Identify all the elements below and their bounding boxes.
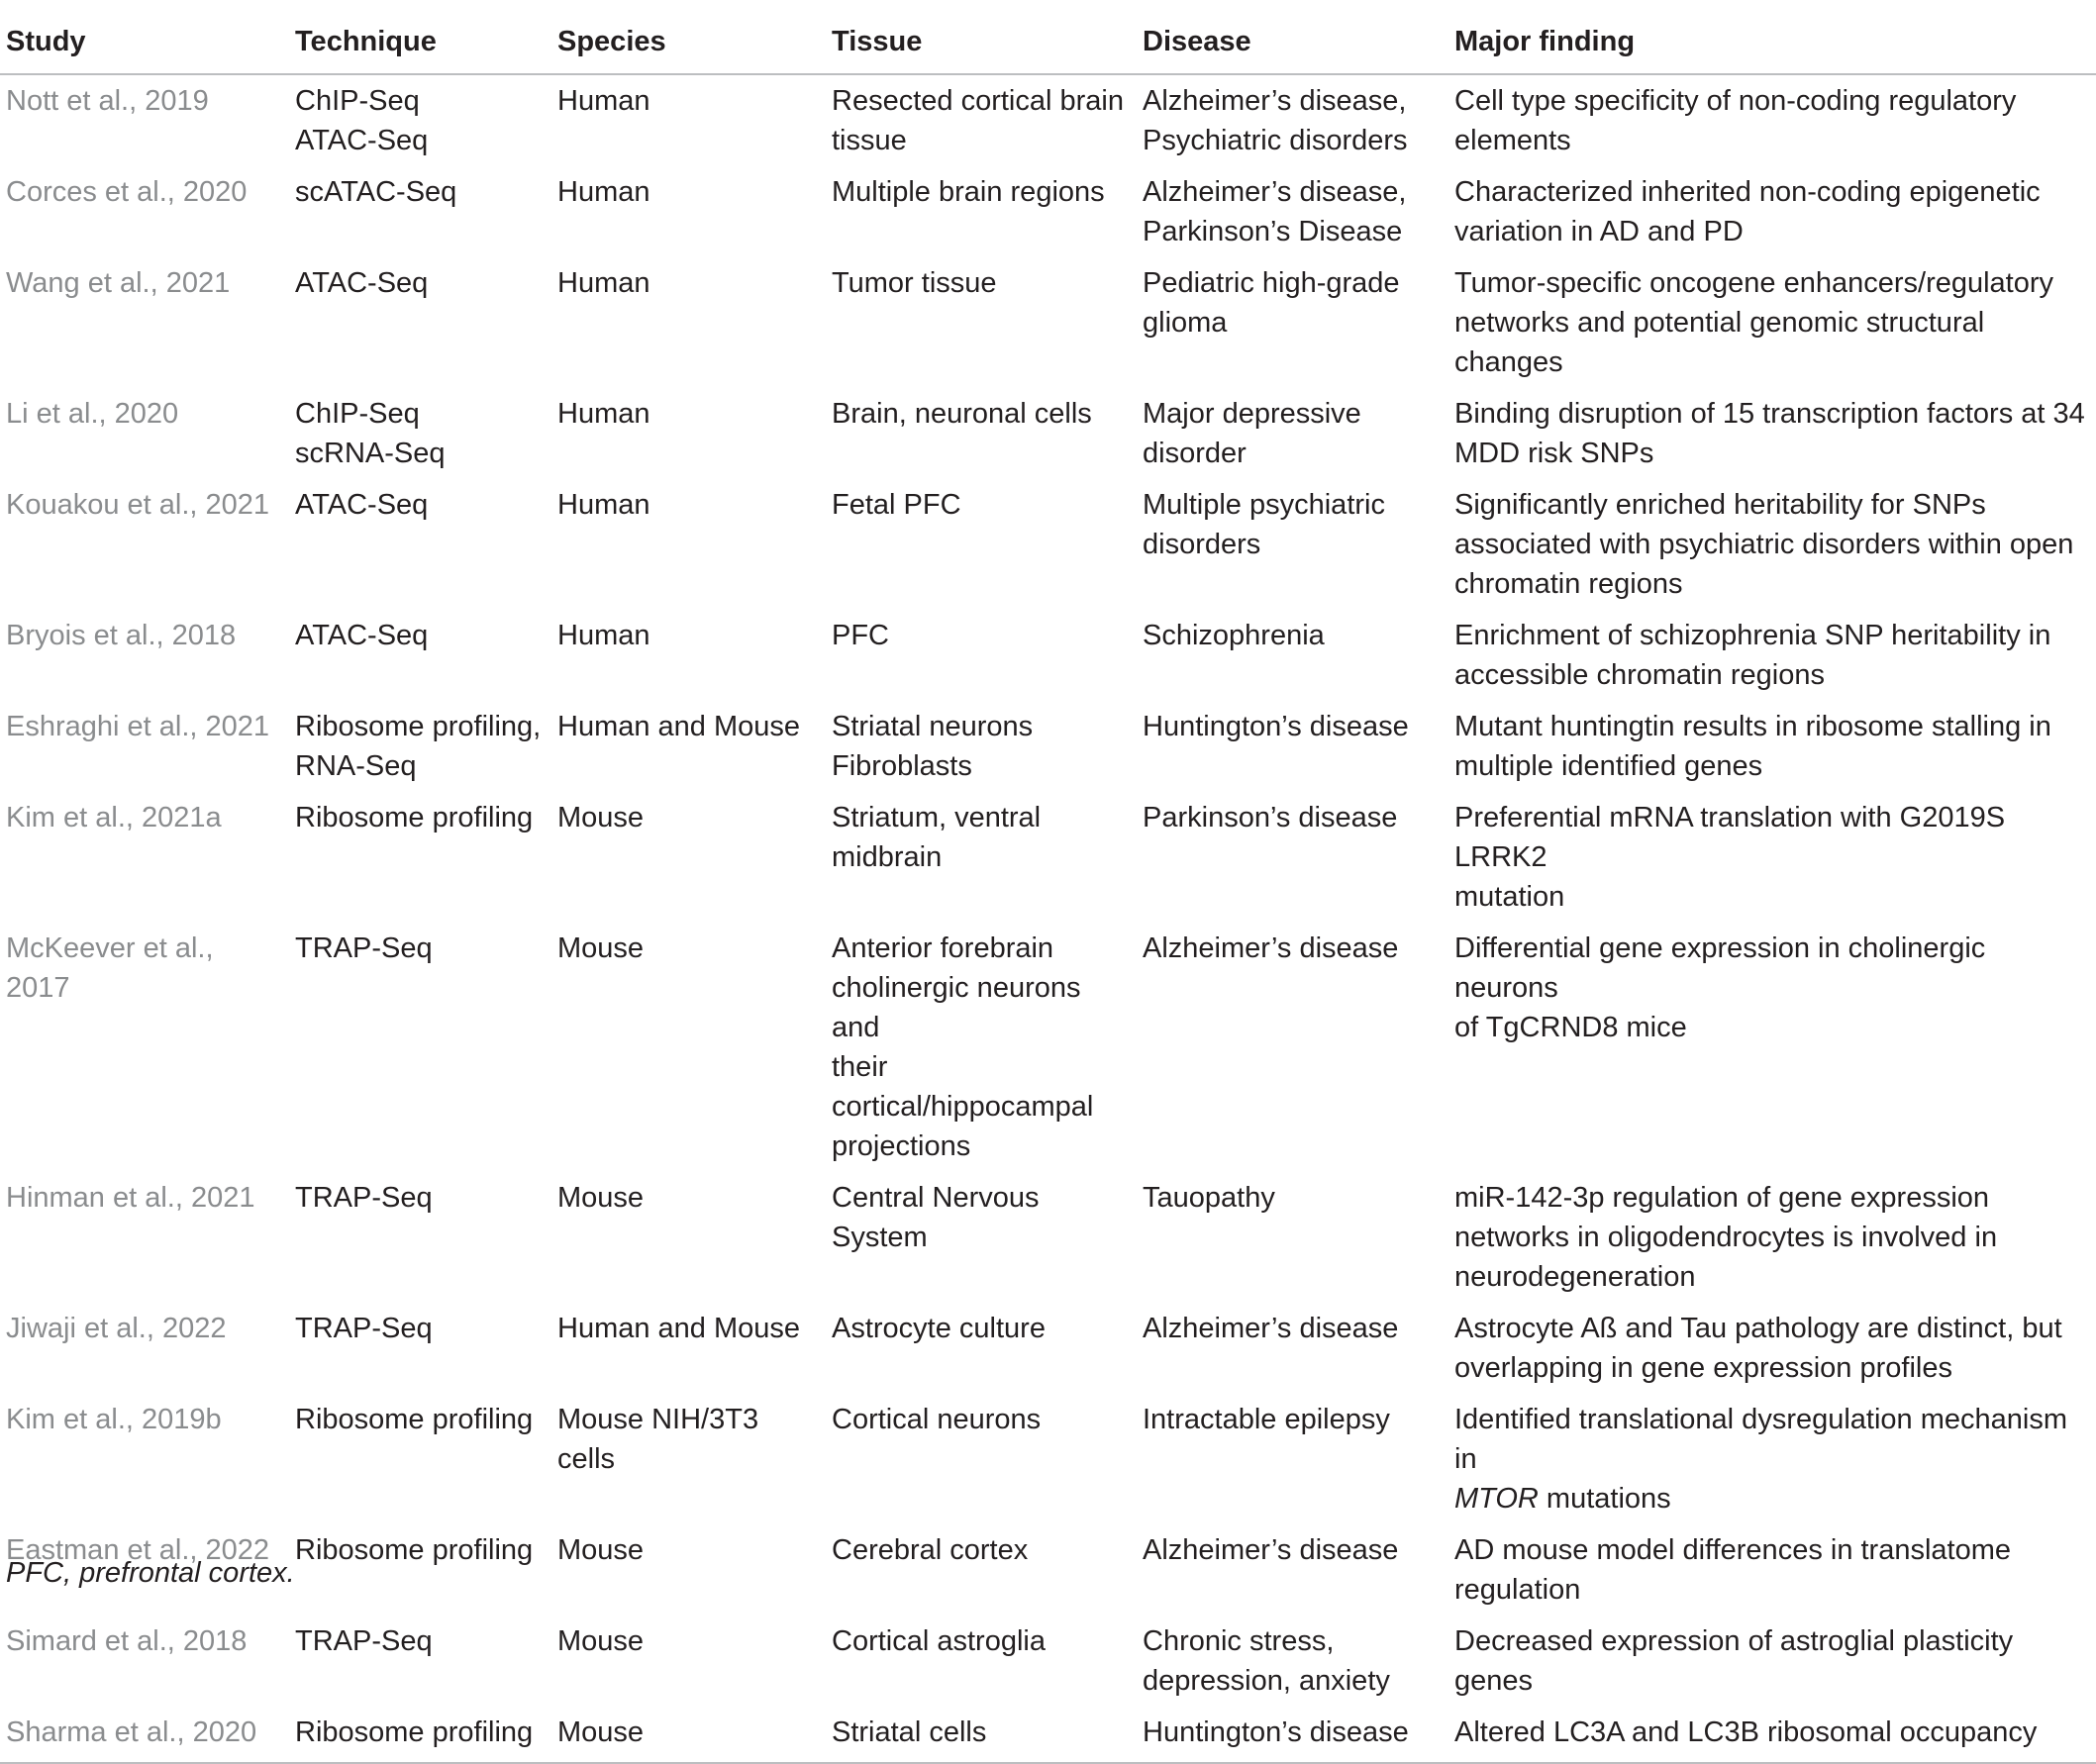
cell-line: Huntington’s disease bbox=[1143, 711, 1409, 742]
cell-line: tissue bbox=[832, 125, 907, 156]
table-row bbox=[0, 479, 2096, 610]
cell-disease bbox=[1137, 479, 1448, 610]
cell-line: variation in AD and PD bbox=[1454, 216, 1744, 247]
cell-technique bbox=[289, 1616, 551, 1707]
cell-tissue bbox=[826, 166, 1137, 257]
cell-line: Parkinson’s disease bbox=[1143, 802, 1398, 833]
cell-line: Huntington’s disease bbox=[1143, 1716, 1409, 1748]
cell-line: miR-142-3p regulation of gene expression bbox=[1454, 1182, 1990, 1214]
cell-tissue bbox=[826, 1394, 1137, 1524]
cell-line: TRAP-Seq bbox=[295, 1182, 433, 1214]
cell-line: ATAC-Seq bbox=[295, 125, 429, 156]
cell-study: Wang et al., 2021 bbox=[6, 267, 231, 299]
cell-technique bbox=[289, 923, 551, 1172]
cell-major-finding bbox=[1448, 388, 2096, 479]
cell-study: Eastman et al., 2022 bbox=[6, 1534, 269, 1566]
cell-disease bbox=[1137, 388, 1448, 479]
cell-study: Nott et al., 2019 bbox=[6, 85, 209, 117]
cell-line: ChIP-Seq bbox=[295, 85, 420, 117]
table-row bbox=[0, 923, 2096, 1172]
header-major-finding: Major finding bbox=[1448, 18, 2096, 74]
cell-line: Cortical astroglia bbox=[832, 1625, 1046, 1657]
cell-major-finding bbox=[1448, 1394, 2096, 1524]
cell-technique bbox=[289, 1524, 551, 1616]
cell-line: Anterior forebrain bbox=[832, 932, 1054, 964]
cell-technique bbox=[289, 701, 551, 792]
cell-line: Alzheimer’s disease bbox=[1143, 1534, 1399, 1566]
cell-tissue bbox=[826, 1707, 1137, 1763]
cell-line: Tauopathy bbox=[1143, 1182, 1275, 1214]
cell-line: Parkinson’s Disease bbox=[1143, 216, 1403, 247]
cell-tissue bbox=[826, 610, 1137, 701]
cell-line: Striatum, ventral bbox=[832, 802, 1042, 833]
cell-tissue bbox=[826, 1524, 1137, 1616]
cell-line: ATAC-Seq bbox=[295, 267, 429, 299]
cell-line: Characterized inherited non-coding epigenetic bbox=[1454, 176, 2041, 208]
cell-line: glioma bbox=[1143, 307, 1228, 339]
table-row bbox=[0, 792, 2096, 923]
cell-tissue bbox=[826, 74, 1137, 166]
cell-disease bbox=[1137, 701, 1448, 792]
cell-line: Striatal cells bbox=[832, 1716, 987, 1748]
finding-tail: mutations bbox=[1538, 1483, 1671, 1515]
cell-disease bbox=[1137, 257, 1448, 388]
cell-technique bbox=[289, 1707, 551, 1763]
cell-species: Human bbox=[557, 176, 650, 208]
cell-line: mutation bbox=[1454, 881, 1565, 913]
cell-line: multiple identified genes bbox=[1454, 750, 1763, 782]
cell-tissue bbox=[826, 1303, 1137, 1394]
cell-line: regulation bbox=[1454, 1574, 1581, 1606]
cell-line: Differential gene expression in cholinergic neurons bbox=[1454, 932, 1986, 1004]
cell-line: Decreased expression of astroglial plasticity genes bbox=[1454, 1625, 2014, 1697]
cell-study: Hinman et al., 2021 bbox=[6, 1182, 255, 1214]
cell-line: overlapping in gene expression profiles bbox=[1454, 1352, 1952, 1384]
table-row bbox=[0, 1616, 2096, 1707]
cell-tissue bbox=[826, 792, 1137, 923]
cell-line: projections bbox=[832, 1130, 971, 1162]
cell-species: Mouse bbox=[557, 932, 645, 964]
cell-line: Alzheimer’s disease bbox=[1143, 1313, 1399, 1344]
cell-line: midbrain bbox=[832, 841, 943, 873]
table-row bbox=[0, 1394, 2096, 1524]
cell-line: Preferential mRNA translation with G2019S LRRK2 bbox=[1454, 802, 2006, 873]
cell-disease bbox=[1137, 792, 1448, 923]
table-row bbox=[0, 610, 2096, 701]
cell-line: cortical/hippocampal bbox=[832, 1091, 1094, 1123]
cell-line: Mutant huntingtin results in ribosome stalling in bbox=[1454, 711, 2051, 742]
cell-study: Kouakou et al., 2021 bbox=[6, 489, 270, 521]
cell-disease bbox=[1137, 74, 1448, 166]
cell-line: Enrichment of schizophrenia SNP heritability in bbox=[1454, 620, 2051, 651]
header-tissue: Tissue bbox=[826, 18, 1137, 74]
cell-line: System bbox=[832, 1222, 928, 1253]
cell-major-finding bbox=[1448, 1616, 2096, 1707]
table-row bbox=[0, 1172, 2096, 1303]
cell-line: neurodegeneration bbox=[1454, 1261, 1696, 1293]
cell-study: Jiwaji et al., 2022 bbox=[6, 1313, 227, 1344]
cell-line: Brain, neuronal cells bbox=[832, 398, 1092, 430]
table-row bbox=[0, 1303, 2096, 1394]
cell-line: networks in oligodendrocytes is involved in bbox=[1454, 1222, 1998, 1253]
cell-line: scATAC-Seq bbox=[295, 176, 457, 208]
cell-line: disorders bbox=[1143, 529, 1261, 560]
cell-species: Mouse bbox=[551, 1707, 826, 1763]
cell-line: associated with psychiatric disorders within open bbox=[1454, 529, 2074, 560]
cell-line: Ribosome profiling bbox=[295, 1534, 534, 1566]
cell-major-finding bbox=[1448, 479, 2096, 610]
cell-line: PFC bbox=[832, 620, 889, 651]
cell-technique bbox=[289, 388, 551, 479]
cell-line: Psychiatric disorders bbox=[1143, 125, 1408, 156]
cell-line: Multiple psychiatric bbox=[1143, 489, 1385, 521]
cell-tissue bbox=[826, 257, 1137, 388]
cell-major-finding bbox=[1448, 257, 2096, 388]
cell-line: Intractable epilepsy bbox=[1143, 1404, 1390, 1435]
cell-technique bbox=[289, 257, 551, 388]
cell-line: elements bbox=[1454, 125, 1571, 156]
table-row bbox=[0, 701, 2096, 792]
cell-line: Central Nervous bbox=[832, 1182, 1040, 1214]
cell-line: Tumor-specific oncogene enhancers/regulatory bbox=[1454, 267, 2054, 299]
cell-technique bbox=[289, 792, 551, 923]
cell-line: scRNA-Seq bbox=[295, 438, 446, 469]
cell-study: Eshraghi et al., 2021 bbox=[6, 711, 270, 742]
cell-study: Bryois et al., 2018 bbox=[6, 620, 237, 651]
cell-line: Alzheimer’s disease, bbox=[1143, 176, 1407, 208]
data-table bbox=[0, 18, 2096, 1764]
cell-tissue bbox=[826, 1172, 1137, 1303]
cell-line: TRAP-Seq bbox=[295, 1313, 433, 1344]
cell-line: Ribosome profiling bbox=[295, 1716, 534, 1748]
cell-line: Cell type specificity of non-coding regulatory bbox=[1454, 85, 2017, 117]
cell-species: Mouse bbox=[557, 1182, 645, 1214]
cell-line: Alzheimer’s disease, bbox=[1143, 85, 1407, 117]
cell-line: MDD risk SNPs bbox=[1454, 438, 1654, 469]
cell-line: depression, anxiety bbox=[1143, 1665, 1390, 1697]
cell-line: Binding disruption of 15 transcription factors at 34 bbox=[1454, 398, 2085, 430]
cell-species: Human bbox=[557, 620, 650, 651]
cell-line: chromatin regions bbox=[1454, 568, 1683, 600]
cell-species: Human bbox=[557, 85, 650, 117]
cell-line: Astrocyte culture bbox=[832, 1313, 1046, 1344]
cell-tissue bbox=[826, 701, 1137, 792]
cell-major-finding bbox=[1448, 792, 2096, 923]
table-header bbox=[0, 18, 2096, 74]
cell-species: Mouse bbox=[557, 1625, 645, 1657]
cell-line: Identified translational dysregulation mechanism in bbox=[1454, 1404, 2068, 1475]
table-row bbox=[0, 166, 2096, 257]
cell-species: Human bbox=[557, 267, 650, 299]
cell-line: Altered LC3A and LC3B ribosomal occupancy bbox=[1454, 1716, 2038, 1748]
cell-species: Human bbox=[557, 489, 650, 521]
table-row bbox=[0, 388, 2096, 479]
cell-study: Kim et al., 2021a bbox=[6, 802, 222, 833]
cell-major-finding bbox=[1448, 1172, 2096, 1303]
cell-disease bbox=[1137, 1524, 1448, 1616]
cell-line: their bbox=[832, 1051, 888, 1083]
cell-line: Significantly enriched heritability for SNPs bbox=[1454, 489, 1986, 521]
cell-study: Li et al., 2020 bbox=[6, 398, 179, 430]
cell-major-finding bbox=[1448, 701, 2096, 792]
cell-disease bbox=[1137, 1303, 1448, 1394]
cell-study: Kim et al., 2019b bbox=[6, 1404, 222, 1435]
cell-tissue bbox=[826, 388, 1137, 479]
cell-technique bbox=[289, 74, 551, 166]
header-disease: Disease bbox=[1137, 18, 1448, 74]
cell-major-finding bbox=[1448, 1524, 2096, 1616]
cell-line: Schizophrenia bbox=[1143, 620, 1325, 651]
cell-line: ATAC-Seq bbox=[295, 489, 429, 521]
cell-species: Human and Mouse bbox=[557, 1313, 801, 1344]
cell-line bbox=[1454, 1479, 2090, 1519]
cell-line: TRAP-Seq bbox=[295, 1625, 433, 1657]
cell-major-finding bbox=[1448, 74, 2096, 166]
cell-line: Fibroblasts bbox=[832, 750, 972, 782]
cell-line: accessible chromatin regions bbox=[1454, 659, 1825, 691]
cell-line: Ribosome profiling bbox=[295, 1404, 534, 1435]
cell-technique bbox=[289, 1172, 551, 1303]
cell-line: cholinergic neurons and bbox=[832, 972, 1081, 1043]
header-technique: Technique bbox=[289, 18, 551, 74]
header-species: Species bbox=[551, 18, 826, 74]
cell-major-finding bbox=[1448, 610, 2096, 701]
cell-major-finding bbox=[1448, 1303, 2096, 1394]
cell-disease bbox=[1137, 166, 1448, 257]
cell-line: Tumor tissue bbox=[832, 267, 997, 299]
cell-tissue bbox=[826, 923, 1137, 1172]
cell-line: Alzheimer’s disease bbox=[1143, 932, 1399, 964]
cell-line: Cortical neurons bbox=[832, 1404, 1042, 1435]
cell-technique bbox=[289, 166, 551, 257]
cell-line: Resected cortical brain bbox=[832, 85, 1124, 117]
table-row bbox=[0, 257, 2096, 388]
cell-species: Mouse NIH/3T3 cells bbox=[557, 1404, 759, 1475]
cell-line: ATAC-Seq bbox=[295, 620, 429, 651]
cell-study: Corces et al., 2020 bbox=[6, 176, 248, 208]
cell-disease bbox=[1137, 1172, 1448, 1303]
cell-disease bbox=[1137, 1394, 1448, 1524]
cell-technique bbox=[289, 610, 551, 701]
cell-line: Cerebral cortex bbox=[832, 1534, 1029, 1566]
cell-major-finding bbox=[1448, 1707, 2096, 1763]
cell-technique bbox=[289, 1394, 551, 1524]
cell-line: Multiple brain regions bbox=[832, 176, 1105, 208]
cell-line: AD mouse model differences in translatome bbox=[1454, 1534, 2012, 1566]
table-body bbox=[0, 74, 2096, 1763]
cell-major-finding bbox=[1448, 166, 2096, 257]
cell-line: Ribosome profiling bbox=[295, 802, 534, 833]
table-footnote: PFC, prefrontal cortex. bbox=[6, 1557, 295, 1589]
cell-tissue bbox=[826, 479, 1137, 610]
table-row bbox=[0, 74, 2096, 166]
cell-line: Striatal neurons bbox=[832, 711, 1034, 742]
cell-species: Mouse bbox=[557, 802, 645, 833]
cell-species: Mouse bbox=[557, 1534, 645, 1566]
cell-line: Astrocyte Aß and Tau pathology are distinct, but bbox=[1454, 1313, 2062, 1344]
table-row bbox=[0, 1524, 2096, 1616]
cell-disease bbox=[1137, 1707, 1448, 1763]
cell-disease bbox=[1137, 610, 1448, 701]
cell-line: Fetal PFC bbox=[832, 489, 961, 521]
cell-tissue bbox=[826, 1616, 1137, 1707]
cell-line: Ribosome profiling, bbox=[295, 711, 542, 742]
cell-species: Human and Mouse bbox=[557, 711, 801, 742]
cell-line: TRAP-Seq bbox=[295, 932, 433, 964]
gene-name: MTOR bbox=[1454, 1483, 1539, 1515]
cell-line: Major depressive bbox=[1143, 398, 1361, 430]
table-row bbox=[0, 1707, 2096, 1763]
cell-major-finding bbox=[1448, 923, 2096, 1172]
cell-technique bbox=[289, 1303, 551, 1394]
cell-line: disorder bbox=[1143, 438, 1247, 469]
cell-study: Sharma et al., 2020 bbox=[0, 1707, 289, 1763]
cell-species: Human bbox=[557, 398, 650, 430]
cell-line: Chronic stress, bbox=[1143, 1625, 1335, 1657]
cell-technique bbox=[289, 479, 551, 610]
cell-study: McKeever et al., 2017 bbox=[6, 932, 214, 1004]
header-study: Study bbox=[0, 18, 289, 74]
header-row bbox=[0, 18, 2096, 74]
cell-line: of TgCRND8 mice bbox=[1454, 1012, 1687, 1043]
cell-line: Pediatric high-grade bbox=[1143, 267, 1400, 299]
cell-study: Simard et al., 2018 bbox=[6, 1625, 248, 1657]
cell-disease bbox=[1137, 1616, 1448, 1707]
cell-line: ChIP-Seq bbox=[295, 398, 420, 430]
cell-line: networks and potential genomic structural changes bbox=[1454, 307, 1985, 378]
cell-disease bbox=[1137, 923, 1448, 1172]
cell-line: RNA-Seq bbox=[295, 750, 417, 782]
